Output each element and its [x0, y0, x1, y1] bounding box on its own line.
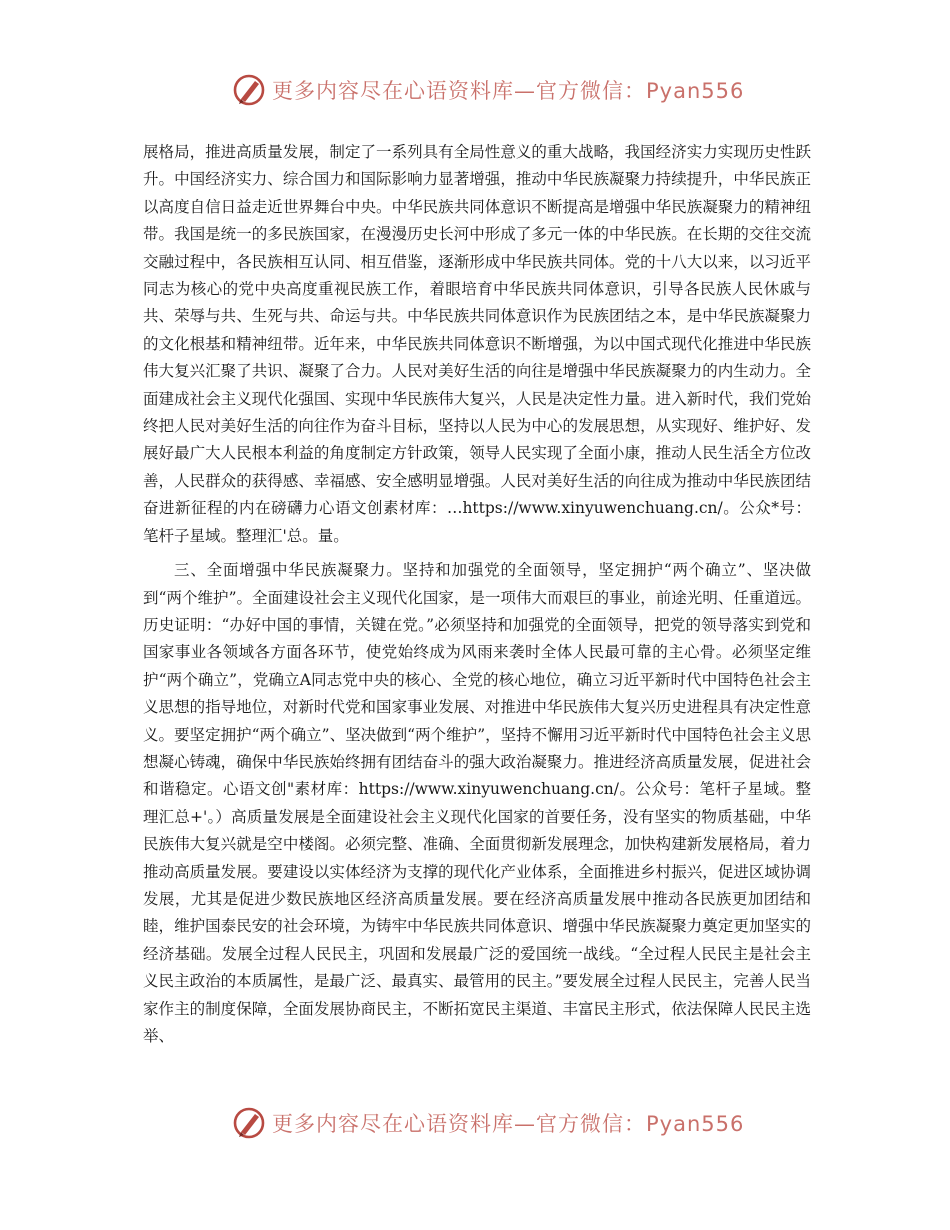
footer-banner — [232, 1105, 752, 1141]
document-body — [143, 139, 811, 1050]
paragraph-2: 三、全面增强中华民族凝聚力。坚持和加强党的全面领导，坚定拥护“两个确立”、坚决做到“两个维护”。全面建设社会主义现代化国家，是一项伟大而艰巨的事业，前途光明、任重道远。历史证明：“办好中国的事情，关键在党。”必须坚持和加强党的全面领导，把党的领导落实到党和国家事业各领域各方面各环节，使党始终成为风雨来袭时全体人民最可靠的主心骨。必须坚定维护“两个确立”，党确立A同志党中央的核心、全党的核心地位，确立习近平新时代中国特色社会主义思想的指导地位，对新时代党和国家事业发展、对推进中华民族伟大复兴历史进程具有决定性意义。要坚定拥护“两个确立”、坚决做到“两个维护”，坚持不懈用习近平新时代中国特色社会主义思想凝心铸魂，确保中华民族始终拥有团结奋斗的强大政治凝聚力。推进经济高质量发展，促进社会和谐稳定。心语文创"素材库：https://www.xinyuwenchuang.cn/。公众号：笔杆子星域。整理汇总+'。）高质量发展是全面建设社会主义现代化国家的首要任务，没有坚实的物质基础，中华民族伟大复兴就是空中楼阁。必须完整、准确、全面贯彻新发展理念，加快构建新发展格局，着力推动高质量发展。要建设以实体经济为支撑的现代化产业体系，全面推进乡村振兴，促进区域协调发展，尤其是促进少数民族地区经济高质量发展。要在经济高质量发展中推动各民族更加团结和睦，维护国泰民安的社会环境，为铸牢中华民族共同体意识、增强中华民族凝聚力奠定更加坚实的经济基础。发展全过程人民民主，巩固和发展最广泛的爱国统一战线。“全过程人民民主是社会主义民主政治的本质属性，是最广泛、最真实、最管用的民主。”要发展全过程人民民主，完善人民当家作主的制度保障，全面发展协商民主，不断拓宽民主渠道、丰富民主形式，依法保障人民民主选举、 — [143, 561, 811, 1045]
pen-logo-icon — [232, 73, 266, 107]
banner-text: 更多内容尽在心语资料库—官方微信：Pyan556 — [272, 1112, 745, 1136]
banner-text: 更多内容尽在心语资料库—官方微信：Pyan556 — [272, 79, 745, 103]
paragraph-1: 展格局，推进高质量发展，制定了一系列具有全局性意义的重大战略，我国经济实力实现历史性跃升。中国经济实力、综合国力和国际影响力显著增强，推动中华民族凝聚力持续提升，中华民族正以高度自信日益走近世界舞台中央。中华民族共同体意识不断提高是增强中华民族凝聚力的精神纽带。我国是统一的多民族国家，在漫漫历史长河中形成了多元一体的中华民族。在长期的交往交流交融过程中，各民族相互认同、相互借鉴，逐渐形成中华民族共同体。党的十八大以来，以习近平同志为核心的党中央高度重视民族工作，着眼培育中华民族共同体意识，引导各民族人民休戚与共、荣辱与共、生死与共、命运与共。中华民族共同体意识作为民族团结之本，是中华民族凝聚力的文化根基和精神纽带。近年来，中华民族共同体意识不断增强，为以中国式现代化推进中华民族伟大复兴汇聚了共识、凝聚了合力。人民对美好生活的向往是增强中华民族凝聚力的内生动力。全面建成社会主义现代化强国、实现中华民族伟大复兴，人民是决定性力量。进入新时代，我们党始终把人民对美好生活的向往作为奋斗目标，坚持以人民为中心的发展思想，从实现好、维护好、发展好最广大人民根本利益的角度制定方针政策，领导人民实现了全面小康，推动人民生活全方位改善，人民群众的获得感、幸福感、安全感明显增强。人民对美好生活的向往成为推动中华民族团结奋进新征程的内在磅礴力心语文创素材库：…https://www.xinyuwenchuang.cn/。公众*号：笔杆子星域。整理汇'总。量。 — [143, 143, 811, 545]
pen-logo-icon — [232, 1106, 266, 1140]
header-banner — [232, 72, 752, 108]
